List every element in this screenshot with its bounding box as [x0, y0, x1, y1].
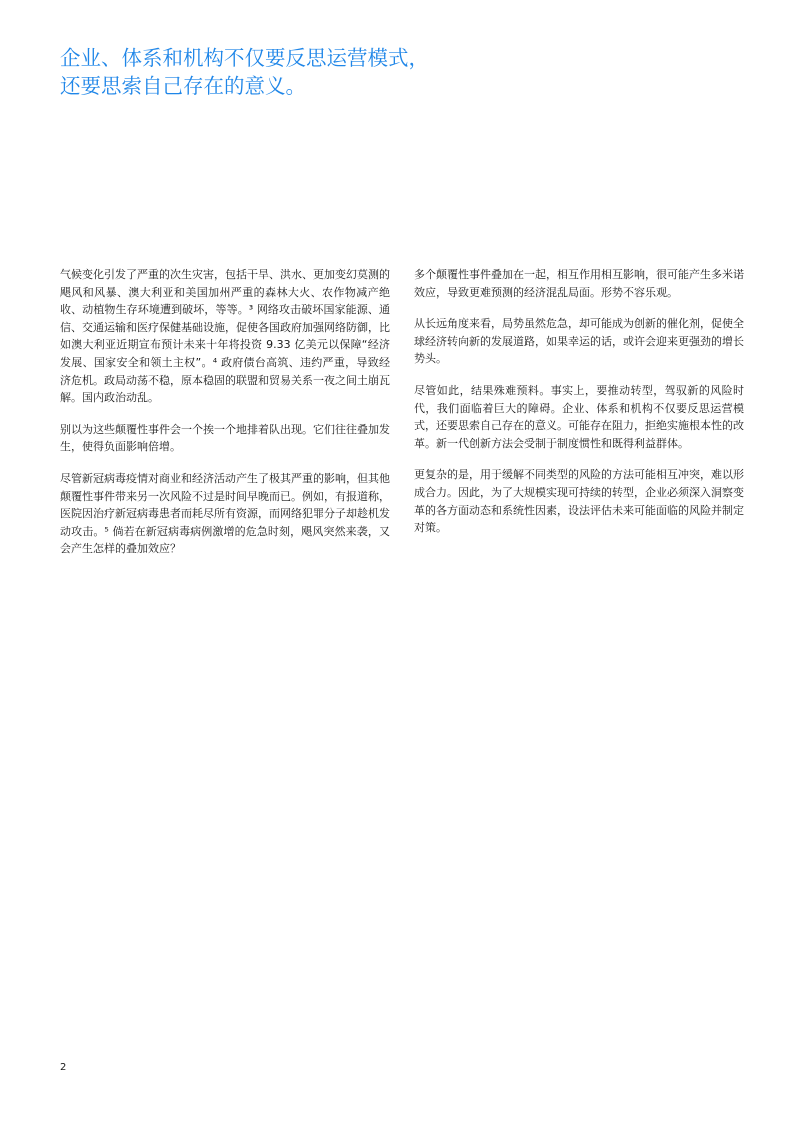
page-number: 2 — [60, 1062, 67, 1073]
body-paragraph: 更复杂的是，用于缓解不同类型的风险的方法可能相互冲突，难以形成合力。因此，为了大规模实现可持续的转型，企业必须深入洞察变革的各方面动态和系统性因素，设法评估未来可能面临的风险并制定对策。 — [414, 468, 744, 535]
left-text-column — [60, 266, 390, 572]
body-paragraph: 多个颠覆性事件叠加在一起，相互作用相互影响，很可能产生多米诺效应，导致更难预测的经济混乱局面。形势不容乐观。 — [414, 268, 744, 299]
body-paragraph: 别以为这些颠覆性事件会一个挨一个地排着队出现。它们往往叠加发生，使得负面影响倍增。 — [60, 422, 390, 454]
body-paragraph: 从长远角度来看，局势虽然危急，却可能成为创新的催化剂，促使全球经济转向新的发展道路，如果幸运的话，或许会迎来更强劲的增长势头。 — [414, 317, 744, 366]
body-paragraph: 尽管新冠病毒疫情对商业和经济活动产生了极其严重的影响，但其他颠覆性事件带来另一次风险不过是时间早晚而已。例如，有报道称，医院因治疗新冠病毒患者而耗尽所有资源，而网络犯罪分子却趁机发动攻击。⁵ 倘若在新冠病毒病例激增的危急时刻，飓风突然来袭，又会产生怎样的叠加效应？ — [60, 471, 390, 556]
headline-line-1: 企业、体系和机构不仅要反思运营模式， — [60, 46, 429, 70]
body-paragraph: 尽管如此，结果殊难预料。事实上，要推动转型，驾驭新的风险时代，我们面临着巨大的障碍。企业、体系和机构不仅要反思运营模式，还要思索自己存在的意义。可能存在阻力，拒绝实施根本性的改革。新一代创新方法会受制于制度惯性和既得利益群体。 — [414, 383, 744, 450]
body-paragraph: 气候变化引发了严重的次生灾害，包括干旱、洪水、更加变幻莫测的飓风和风暴、澳大利亚和美国加州严重的森林大火、农作物减产绝收、动植物生存环境遭到破坏，等等。³ 网络攻击破坏国家能源、通信、交通运输和医疗保健基础设施，促使各国政府加强网络防御，比如澳大利亚近期宣布预计未来十年将投资 9.33 亿美元以保障“经济发展、国家安全和领土主权”。⁴ 政府债台高筑、违约严重，导致经济危机。政局动荡不稳，原本稳固的联盟和贸易关系一夜之间土崩瓦解。国内政治动乱。 — [60, 268, 390, 405]
headline-line-2: 还要思索自己存在的意义。 — [60, 74, 306, 98]
right-text-column — [414, 266, 744, 551]
pull-quote-headline — [60, 44, 620, 100]
